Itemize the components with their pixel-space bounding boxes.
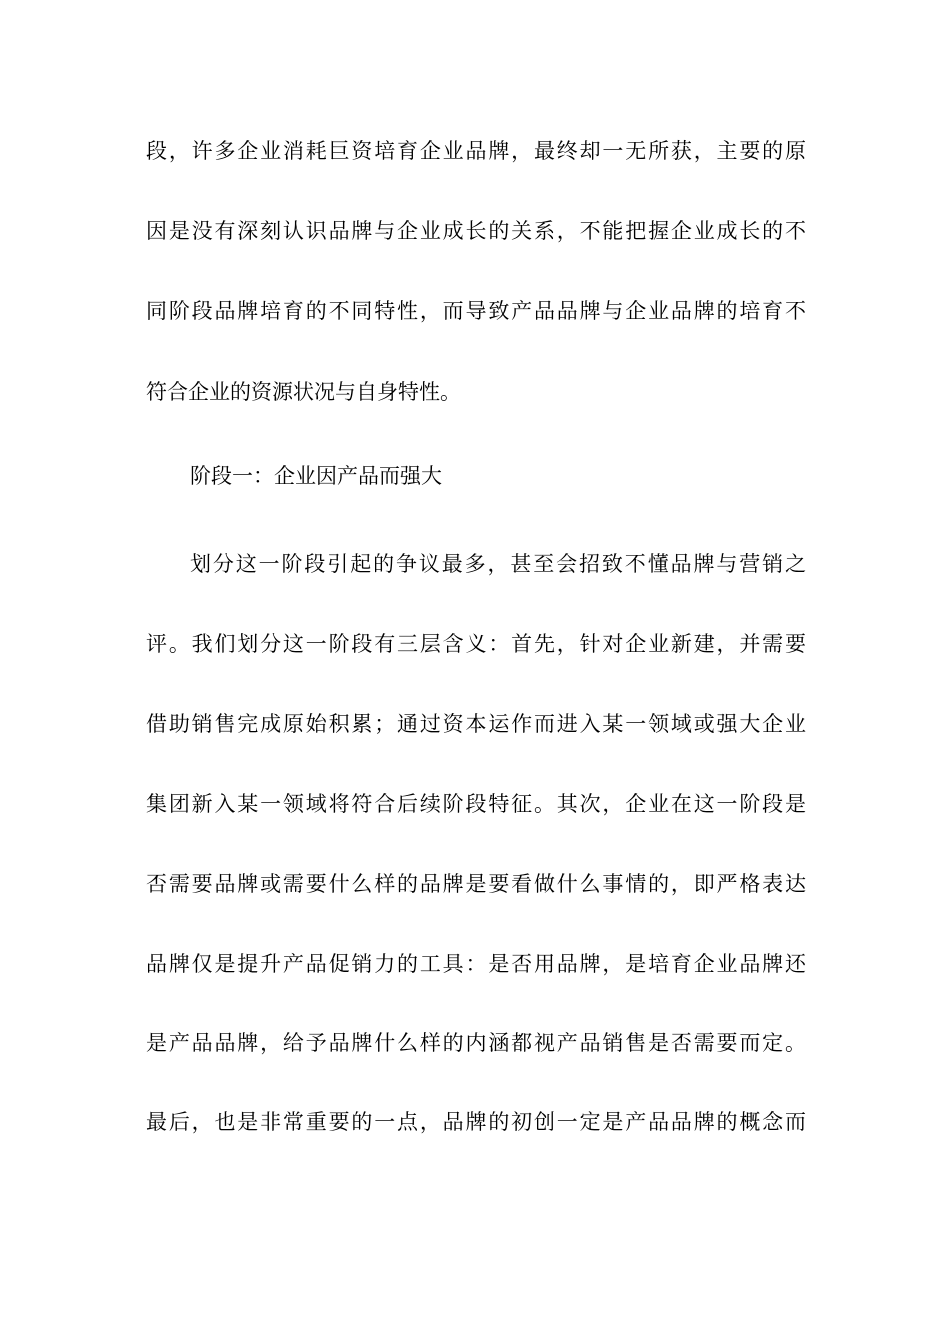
text-line-4: 符合企业的资源状况与自身特性。 xyxy=(146,380,461,404)
text-line-11: 品牌仅是提升产品促销力的工具：是否用品牌，是培育企业品牌还 xyxy=(146,952,806,976)
text-line-6: 划分这一阶段引起的争议最多，甚至会招致不懂品牌与营销之 xyxy=(190,552,806,576)
text-line-10: 否需要品牌或需要什么样的品牌是要看做什么事情的，即严格表达 xyxy=(146,872,806,896)
text-line-7: 评。我们划分这一阶段有三层含义：首先，针对企业新建，并需要 xyxy=(146,632,806,656)
text-line-13: 最后，也是非常重要的一点，品牌的初创一定是产品品牌的概念而 xyxy=(146,1110,806,1134)
text-line-12: 是产品品牌，给予品牌什么样的内涵都视产品销售是否需要而定。 xyxy=(146,1031,806,1055)
text-line-1: 段，许多企业消耗巨资培育企业品牌，最终却一无所获，主要的原 xyxy=(146,139,806,163)
text-line-8: 借助销售完成原始积累；通过资本运作而进入某一领域或强大企业 xyxy=(146,712,806,736)
section-heading: 阶段一：企业因产品而强大 xyxy=(190,464,442,488)
text-line-2: 因是没有深刻认识品牌与企业成长的关系，不能把握企业成长的不 xyxy=(146,219,806,243)
text-line-9: 集团新入某一领域将符合后续阶段特征。其次，企业在这一阶段是 xyxy=(146,792,806,816)
text-line-3: 同阶段品牌培育的不同特性，而导致产品品牌与企业品牌的培育不 xyxy=(146,299,806,323)
